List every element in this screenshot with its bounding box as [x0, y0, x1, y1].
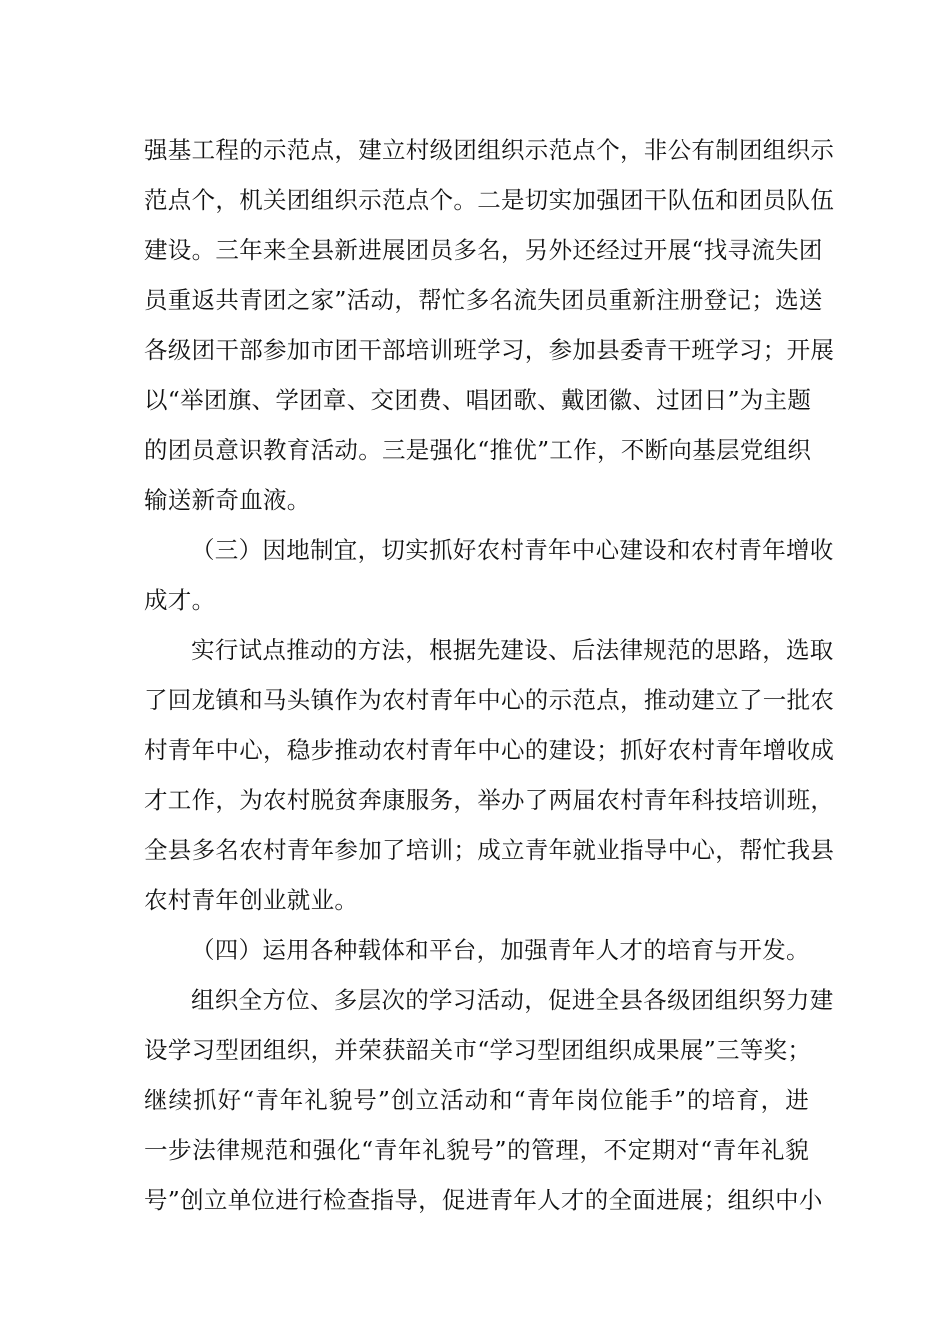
- text-line: 建设。三年来全县新进展团员多名，另外还经过开展“找寻流失团: [144, 236, 823, 264]
- text-line: 设学习型团组织，并荣获韶关市“学习型团组织成果展”三等奖；: [144, 1036, 812, 1064]
- text-line: 以“举团旗、学团章、交团费、唱团歌、戴团徽、过团日”为主题: [144, 386, 812, 414]
- text-line: 继续抓好“青年礼貌号”创立活动和“青年岗位能手”的培育，进: [144, 1086, 809, 1114]
- document-body: [144, 125, 835, 1225]
- text-line: 号”创立单位进行检查指导，促进青年人才的全面进展；组织中小: [144, 1186, 823, 1214]
- text-line: 的团员意识教育活动。三是强化“推优”工作，不断向基层党组织: [144, 436, 812, 464]
- section-heading-3: （三）因地制宜，切实抓好农村青年中心建设和农村青年增收: [191, 536, 834, 564]
- text-line: 了回龙镇和马头镇作为农村青年中心的示范点，推动建立了一批农: [144, 686, 835, 714]
- paragraph-start: 实行试点推动的方法，根据先建设、后法律规范的思路，选取: [191, 636, 834, 664]
- text-line: 成才。: [144, 586, 216, 614]
- text-line: 强基工程的示范点，建立村级团组织示范点个，非公有制团组织示: [144, 136, 835, 164]
- text-line: 范点个，机关团组织示范点个。二是切实加强团干队伍和团员队伍: [144, 186, 835, 214]
- section-heading-4: （四）运用各种载体和平台，加强青年人才的培育与开发。: [191, 936, 810, 964]
- text-line: 员重返共青团之家”活动，帮忙多名流失团员重新注册登记；选送: [144, 286, 823, 314]
- text-line: 才工作，为农村脱贫奔康服务，举办了两届农村青年科技培训班，: [144, 786, 835, 814]
- text-line: 农村青年创业就业。: [144, 886, 359, 914]
- text-line: 全县多名农村青年参加了培训；成立青年就业指导中心，帮忙我县: [144, 836, 835, 864]
- text-line: 村青年中心，稳步推动农村青年中心的建设；抓好农村青年增收成: [144, 736, 835, 764]
- text-line: 一步法律规范和强化“青年礼貌号”的管理，不定期对“青年礼貌: [144, 1136, 809, 1164]
- text-line: 输送新奇血液。: [144, 486, 311, 514]
- paragraph-start: 组织全方位、多层次的学习活动，促进全县各级团组织努力建: [191, 986, 834, 1014]
- text-line: 各级团干部参加市团干部培训班学习，参加县委青干班学习；开展: [144, 336, 835, 364]
